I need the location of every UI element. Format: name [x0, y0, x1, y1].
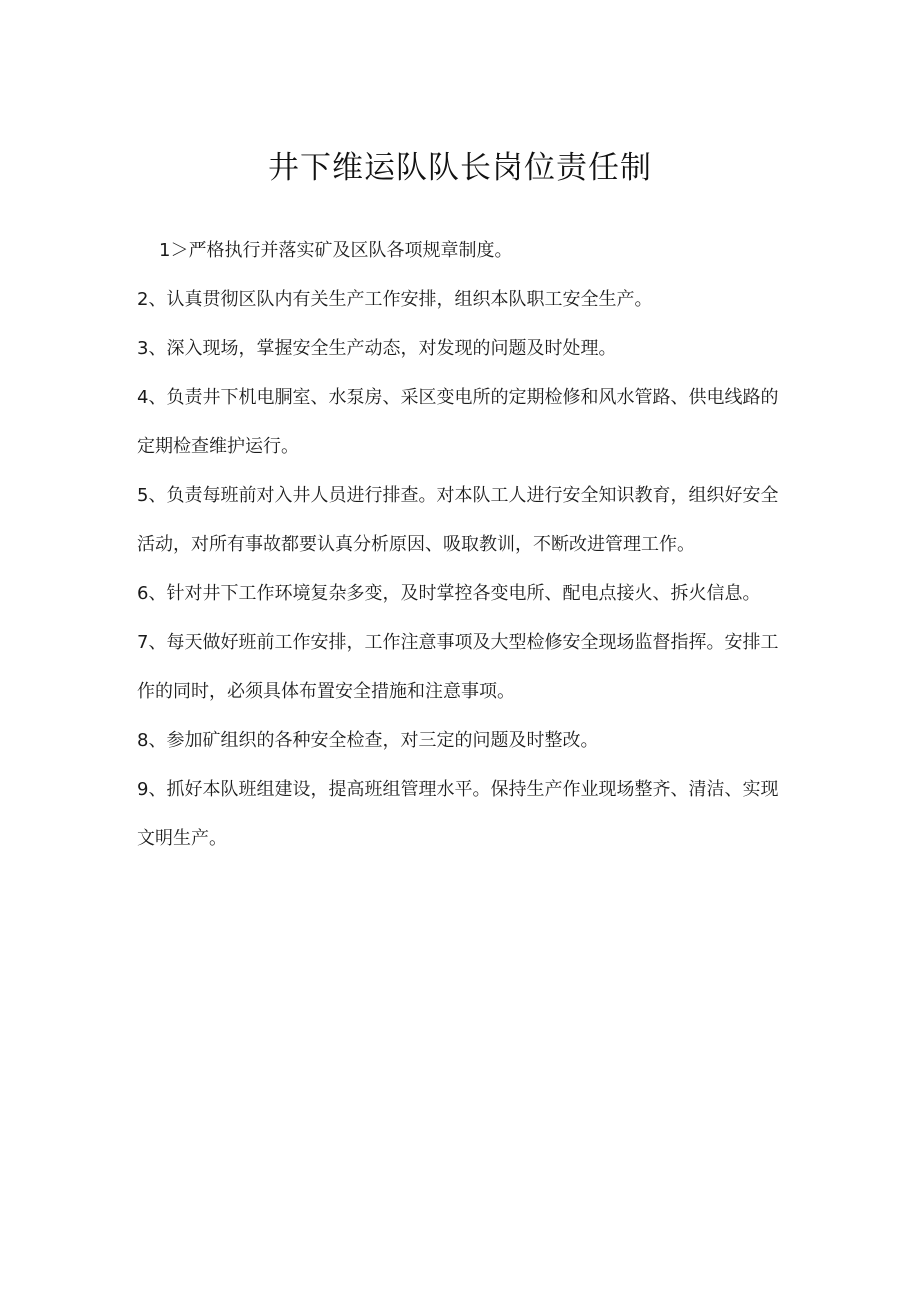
- document-title: 井下维运队队长岗位责任制: [268, 150, 652, 186]
- list-item: 2、认真贯彻区队内有关生产工作安排，组织本队职工安全生产。: [137, 289, 653, 310]
- list-item: 8、参加矿组织的各种安全检查，对三定的问题及时整改。: [137, 730, 599, 751]
- list-item: 3、深入现场，掌握安全生产动态，对发现的问题及时处理。: [137, 338, 617, 359]
- document-body: [137, 226, 787, 863]
- list-item: 4、负责井下机电胴室、水泵房、采区变电所的定期检修和风水管路、供电线路的定期检查维护运行。: [137, 387, 779, 457]
- list-item: 7、每天做好班前工作安排，工作注意事项及大型检修安全现场监督指挥。安排工作的同时，必须具体布置安全措施和注意事项。: [137, 632, 779, 702]
- list-item: 9、抓好本队班组建设，提高班组管理水平。保持生产作业现场整齐、清洁、实现文明生产。: [137, 779, 779, 849]
- list-item: 1＞严格执行并落实矿及区队各项规章制度。: [159, 240, 513, 261]
- list-item: 6、针对井下工作环境复杂多变，及时掌控各变电所、配电点接火、拆火信息。: [137, 583, 761, 604]
- list-item: 5、负责每班前对入井人员进行排查。对本队工人进行安全知识教育，组织好安全活动，对所有事故都要认真分析原因、吸取教训，不断改进管理工作。: [137, 485, 779, 555]
